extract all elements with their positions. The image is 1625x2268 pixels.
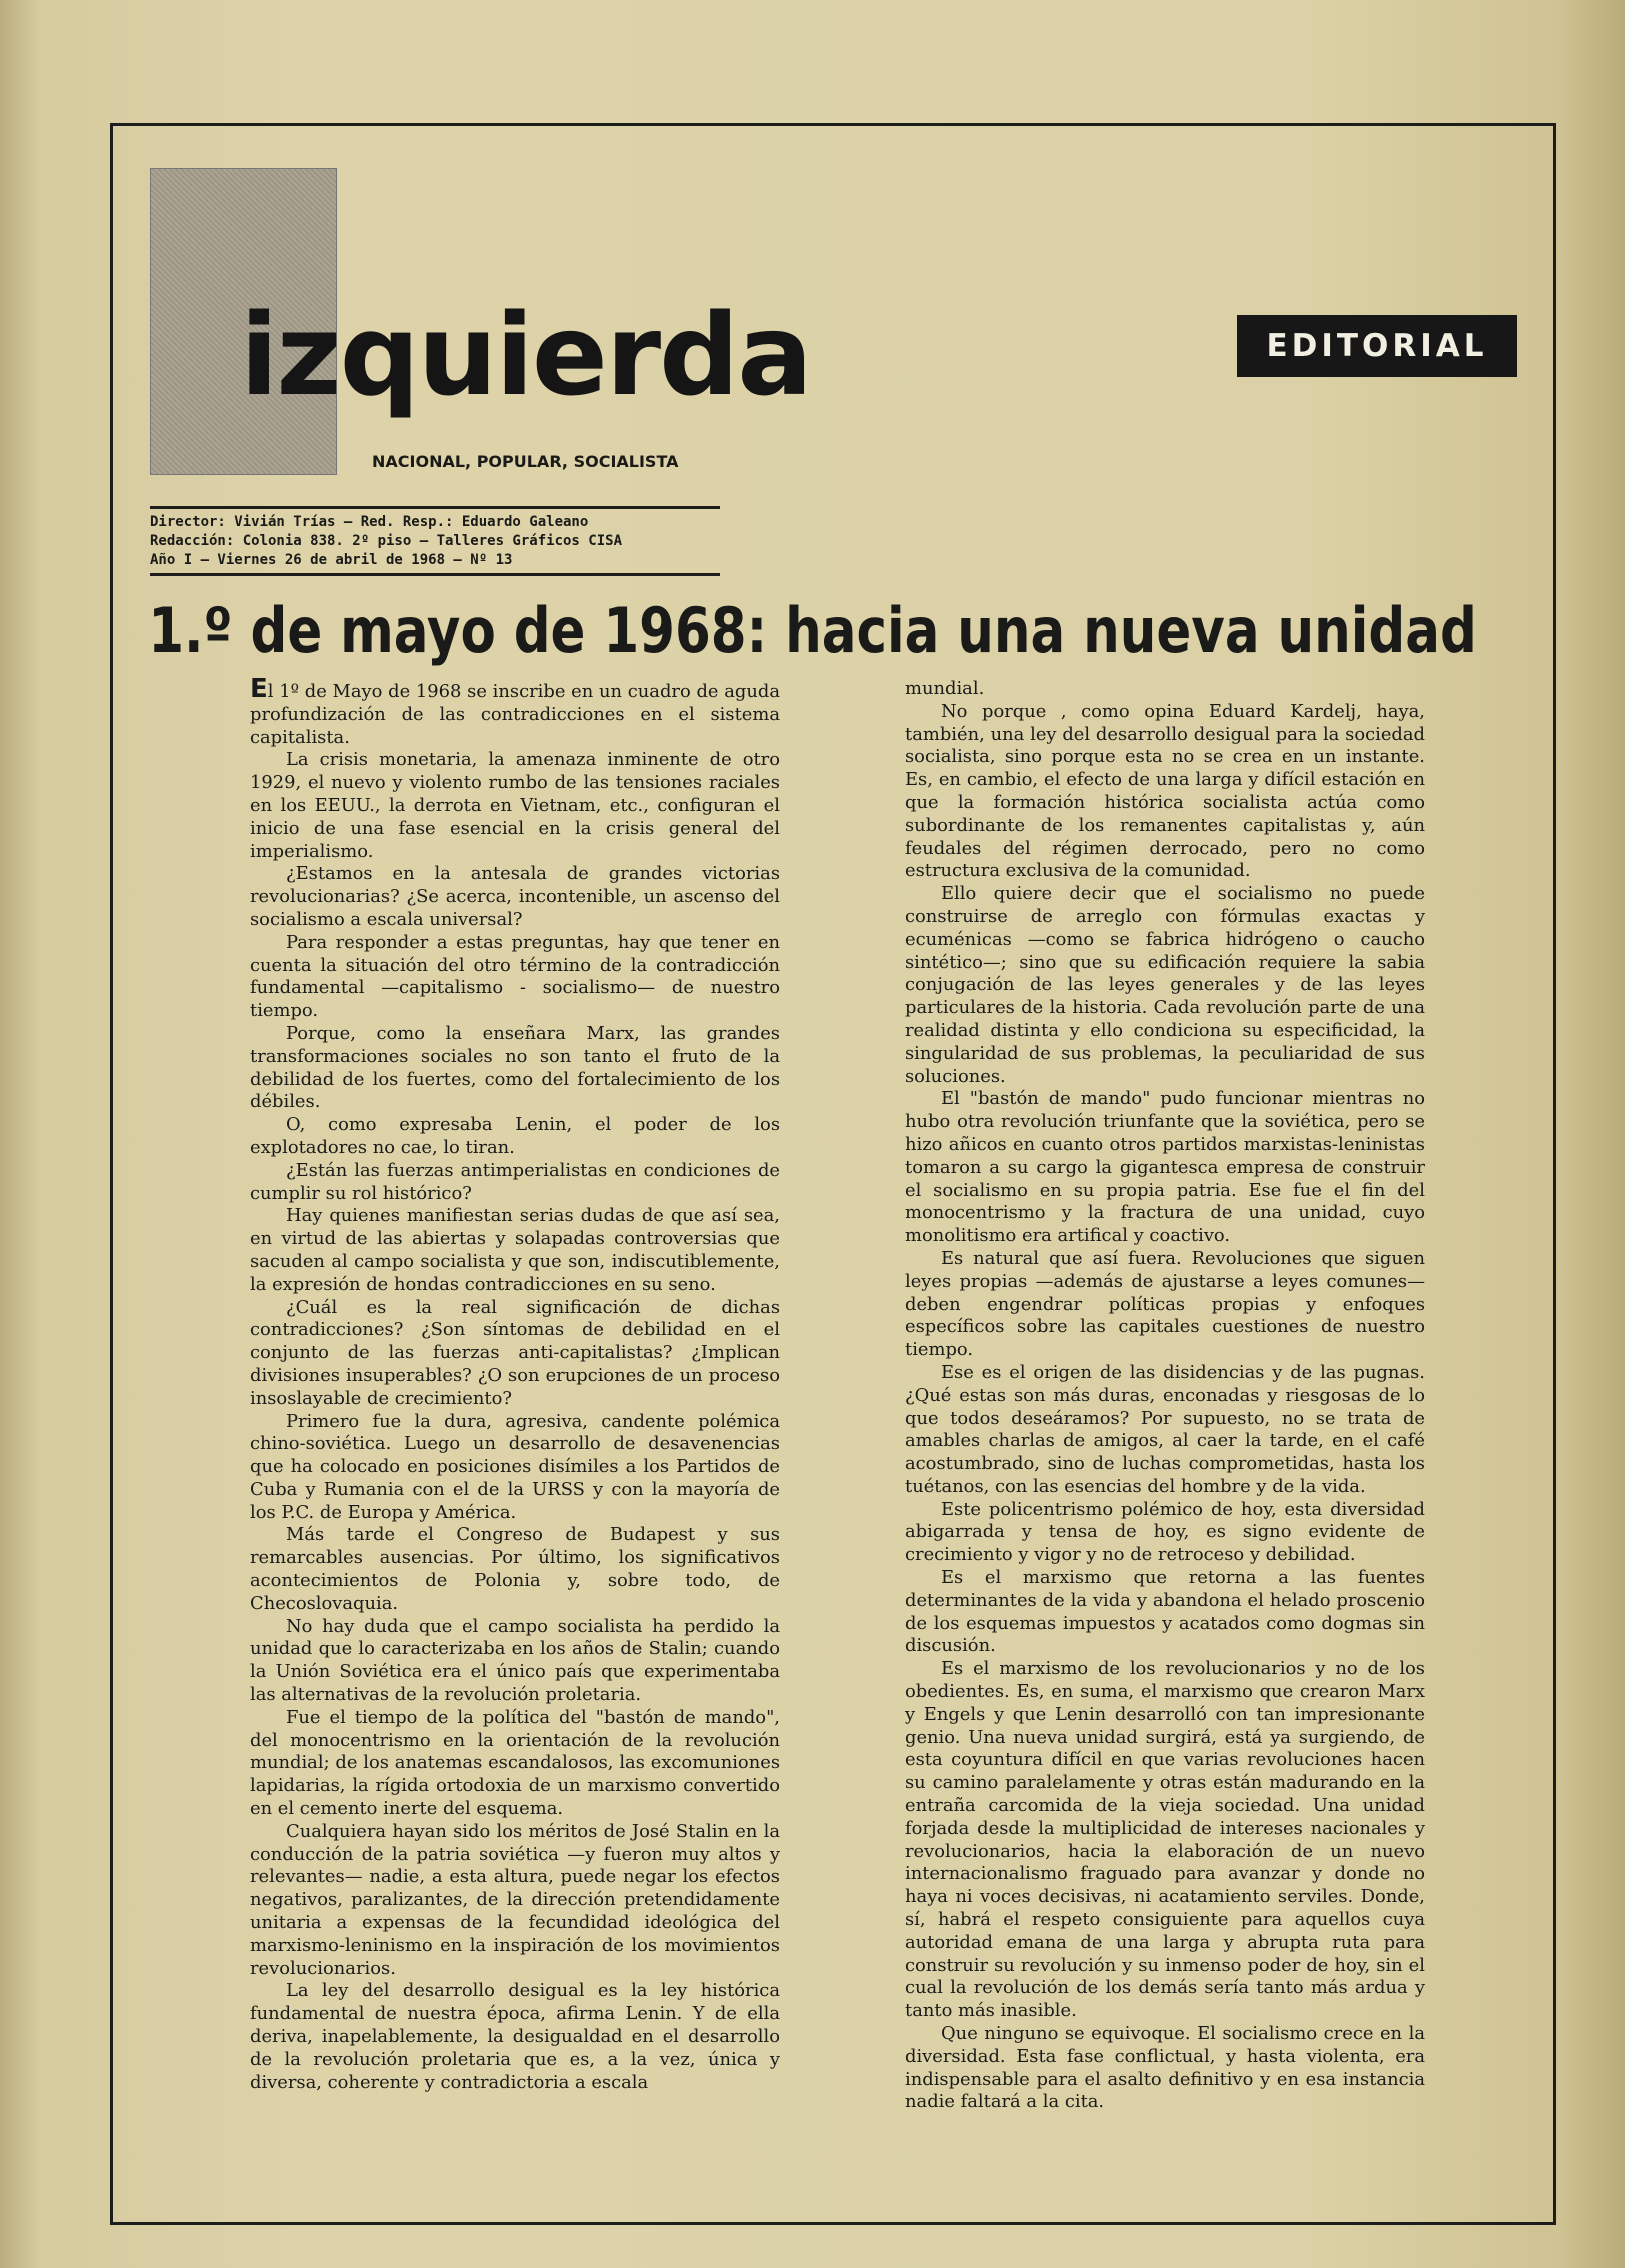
- paragraph: Más tarde el Congreso de Budapest y sus remarcables ausencias. Por último, los significativos acontecimientos de Polonia y, sobre todo, de Checoslovaquia.: [250, 1524, 780, 1614]
- paragraph: Es el marxismo que retorna a las fuentes determinantes de la vida y abandona el helado proscenio de los esquemas impuestos y acatados como dogmas sin discusión.: [905, 1567, 1425, 1657]
- paragraph: La ley del desarrollo desigual es la ley histórica fundamental de nuestra época, afirma Lenin. Y de ella deriva, inapelablemente, la desigualdad en el desarrollo de la revolución proletaria que es, a la vez, única y diversa, coherente y contradictoria a escala: [250, 1980, 780, 2093]
- paragraph: El "bastón de mando" pudo funcionar mientras no hubo otra revolución triunfante que la soviética, pero se hizo añicos en cuanto otros partidos marxistas-leninistas tomaron a su cargo la gigantesca empresa de construir el socialismo en su propia patria. Ese fue el fin del monocentrismo y la fractura de una unidad, cuyo monolitismo era artifical y coactivo.: [905, 1088, 1425, 1247]
- paragraph: Para responder a estas preguntas, hay que tener en cuenta la situación del otro término de la contradicción fundamental —capitalismo - socialismo— de nuestro tiempo.: [250, 931, 780, 1022]
- paragraph: Es el marxismo de los revolucionarios y no de los obedientes. Es, en suma, el marxismo que crearon Marx y Engels y que Lenin desarrolló con tan impresionante genio. Una nueva unidad surgirá, está ya surgiendo, de esta coyuntura difícil en que varias revoluciones hacen su camino paralelamente y otras están madurando en la entraña carcomida de la vieja sociedad. Una unidad forjada desde la multiplicidad de intereses nacionales y revolucionarios, hacia la elaboración de un nuevo internacionalismo fraguado para avanzar y donde no haya ni voces decisivas, ni acatamiento serviles. Donde, sí, habrá el respeto consiguiente para aquellos cuya autoridad emana de una larga y abrupta ruta para construir su revolución y su inmenso poder de hoy, sin el cual la revolución de los demás sería tanto más ardua y tanto más inasible.: [905, 1658, 1425, 2022]
- paragraph: Cualquiera hayan sido los méritos de José Stalin en la conducción de la patria soviética —y fueron muy altos y relevantes— nadie, a esta altura, puede negar los efectos negativos, paralizantes, de la dirección pretendidamente unitaria a expensas de la fecundidad ideológica del marxismo-leninismo en la inspiración de los movimientos revolucionarios.: [250, 1820, 780, 1979]
- paragraph: Primero fue la dura, agresiva, candente polémica chino-soviética. Luego un desarrollo de desavenencias que ha colocado en posiciones disímiles a los Partidos de Cuba y Rumania con el de la URSS y con la mayoría de los P.C. de Europa y América.: [250, 1410, 780, 1523]
- paragraph: No porque , como opina Eduard Kardelj, haya, también, una ley del desarrollo desigual para la sociedad socialista, sino porque esta no se crea en un instante. Es, en cambio, el efecto de una larga y difícil estación en que la formación histórica socialista actúa como subordinante de los remanentes capitalistas y, aún feudales del régimen derrocado, pero no como estructura exclusiva de la comunidad.: [905, 700, 1425, 882]
- paragraph: O, como expresaba Lenin, el poder de los explotadores no cae, lo tiran.: [250, 1114, 780, 1158]
- left-column: [250, 674, 780, 2094]
- drop-cap: E: [250, 674, 268, 704]
- paragraph: mundial.: [905, 678, 985, 699]
- paragraph: Este policentrismo polémico de hoy, esta diversidad abigarrada y tensa de hoy, es signo evidente de crecimiento y vigor y no de retroceso y debilidad.: [905, 1498, 1425, 1566]
- paragraph: ¿Estamos en la antesala de grandes victorias revolucionarias? ¿Se acerca, incontenible, un ascenso del socialismo a escala universal?: [250, 863, 780, 930]
- paragraph: Porque, como la enseñara Marx, las grandes transformaciones sociales no son tanto el fruto de la debilidad de los fuertes, como del fortalecimiento de los débiles.: [250, 1022, 780, 1113]
- paragraph: Fue el tiempo de la política del "bastón de mando", del monocentrismo en la orientación de la revolución mundial; de los anatemas escandalosos, las excomuniones lapidarias, la rígida ortodoxia de un marxismo convertido en el cemento inerte del esquema.: [250, 1706, 780, 1820]
- right-column: [905, 678, 1425, 2114]
- masthead-line: Redacción: Colonia 838. 2º piso — Talleres Gráficos CISA: [150, 533, 623, 549]
- paragraph: No hay duda que el campo socialista ha perdido la unidad que lo caracterizaba en los años de Stalin; cuando la Unión Soviética era el único país que experimentaba las alternativas de la revolución proletaria.: [250, 1615, 780, 1706]
- paragraph: Es natural que así fuera. Revoluciones que siguen leyes propias —además de ajustarse a leyes comunes— deben engendrar políticas propias y enfoques específicos sobre las capitales cuestiones de nuestro tiempo.: [905, 1247, 1425, 1361]
- paragraph: El 1º de Mayo de 1968 se inscribe en un cuadro de aguda profundización de las contradicciones en el sistema capitalista.: [250, 674, 780, 748]
- masthead-line: Año I — Viernes 26 de abril de 1968 — Nº 13: [150, 552, 513, 568]
- paragraph: ¿Están las fuerzas antimperialistas en condiciones de cumplir su rol histórico?: [250, 1159, 780, 1204]
- paragraph: Ese es el origen de las disidencias y de las pugnas. ¿Qué estas son más duras, enconadas y riesgosas de lo que todos deseáramos? Por supuesto, no se trata de amables charlas de amigos, al caer la tarde, en el café acostumbrado, sino de luchas comprometidas, hasta los tuétanos, con las esencias del hombre y de la vida.: [905, 1361, 1425, 1497]
- newspaper-logo: izquierda: [240, 291, 811, 421]
- headline: 1.º de mayo de 1968: hacia una nueva unidad: [148, 594, 1477, 667]
- masthead-line: Director: Vivián Trías — Red. Resp.: Eduardo Galeano: [150, 514, 589, 530]
- paragraph: Que ninguno se equivoque. El socialismo crece en la diversidad. Esta fase conflictual, y hasta violenta, era indispensable para el asalto definitivo y en esa instancia nadie faltará a la cita.: [905, 2023, 1425, 2113]
- masthead: [150, 506, 720, 576]
- section-label: EDITORIAL: [1237, 315, 1517, 377]
- paragraph: ¿Cuál es la real significación de dichas contradicciones? ¿Son síntomas de debilidad en el conjunto de las fuerzas anti-capitalistas? ¿Implican divisiones insuperables? ¿O son erupciones de un proceso insoslayable de crecimiento?: [250, 1296, 780, 1409]
- paragraph: Hay quienes manifiestan serias dudas de que así sea, en virtud de las abiertas y solapadas controversias que sacuden al campo socialista y que son, indiscutiblemente, la expresión de hondas contradicciones en su seno.: [250, 1205, 780, 1295]
- tagline: NACIONAL, POPULAR, SOCIALISTA: [372, 452, 679, 471]
- paragraph: Ello quiere decir que el socialismo no puede construirse de arreglo con fórmulas exactas y ecuménicas —como se fabrica hidrógeno o caucho sintético—; sino que su edificación requiere la sabia conjugación de las leyes generales y de las leyes particulares de la historia. Cada revolución parte de una realidad distinta y ello condiciona su especificidad, la singularidad de sus problemas, la peculiaridad de sus soluciones.: [905, 883, 1425, 1087]
- paragraph: La crisis monetaria, la amenaza inminente de otro 1929, el nuevo y violento rumbo de las tensiones raciales en los EEUU., la derrota en Vietnam, etc., configuran el inicio de una fase esencial en la crisis general del imperialismo.: [250, 749, 780, 862]
